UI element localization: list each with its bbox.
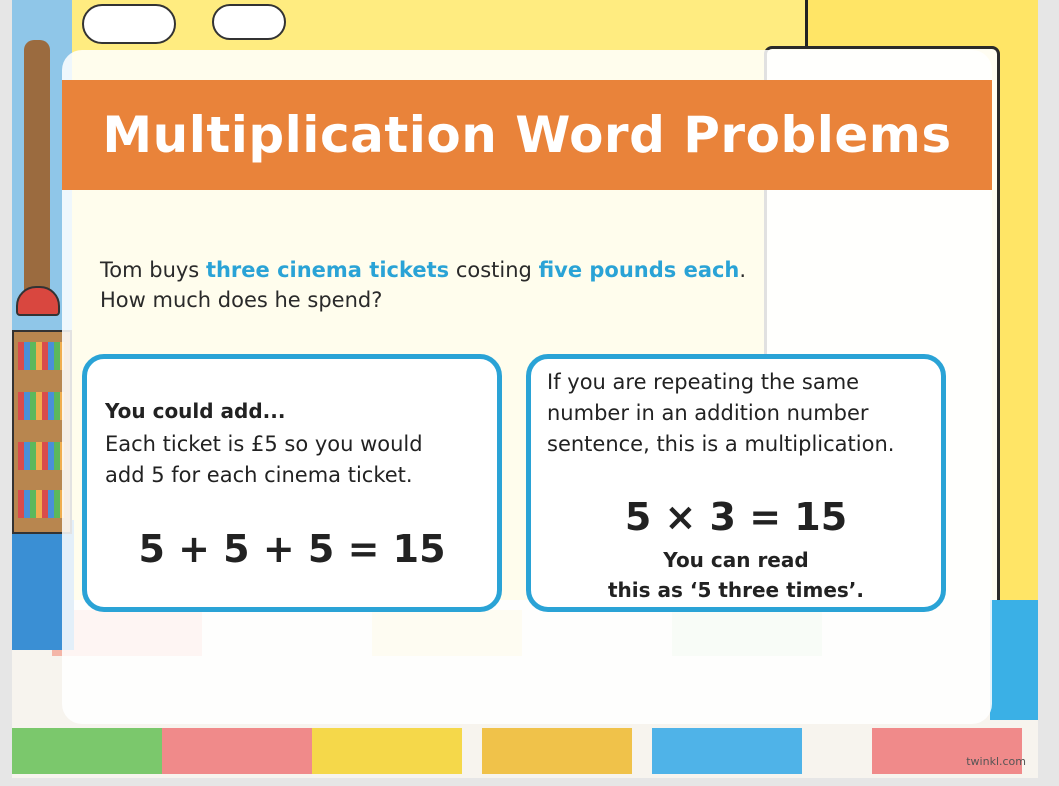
multiplication-box — [526, 354, 946, 612]
note-line: You can read — [663, 548, 809, 572]
addition-explanation — [105, 429, 475, 491]
multiplication-note — [531, 545, 941, 605]
slide — [12, 0, 1038, 778]
multiplication-equation: 5 × 3 = 15 — [624, 495, 848, 539]
multiplication-explanation — [547, 367, 937, 460]
addition-box — [82, 354, 502, 612]
background-blue-right — [990, 600, 1038, 720]
addition-line: Each ticket is £5 so you would — [105, 432, 423, 456]
tree-trunk — [24, 40, 50, 300]
multiplication-line: sentence, this is a multiplication. — [547, 432, 895, 456]
page-title: Multiplication Word Problems — [102, 106, 952, 164]
highlight-tickets: three cinema tickets — [205, 258, 450, 282]
cloud-decoration — [82, 4, 176, 44]
title-banner — [62, 80, 992, 190]
multiplication-line: number in an addition number — [547, 401, 869, 425]
addition-heading: You could add... — [105, 399, 286, 423]
word-problem — [100, 255, 800, 315]
multiplication-line: If you are repeating the same — [547, 370, 860, 394]
question-text: costing — [449, 258, 539, 282]
question-text: . — [739, 258, 747, 282]
addition-equation: 5 + 5 + 5 = 15 — [138, 527, 446, 571]
question-line2: How much does he spend? — [100, 288, 383, 312]
highlight-price: five pounds each — [538, 258, 740, 282]
addition-line: add 5 for each cinema ticket. — [105, 463, 413, 487]
credit-text: twinkl.com — [966, 755, 1026, 768]
mushroom-decoration — [16, 286, 60, 316]
note-line: this as ‘5 three times’. — [607, 578, 865, 602]
cloud-decoration — [212, 4, 286, 40]
question-text: Tom buys — [100, 258, 206, 282]
